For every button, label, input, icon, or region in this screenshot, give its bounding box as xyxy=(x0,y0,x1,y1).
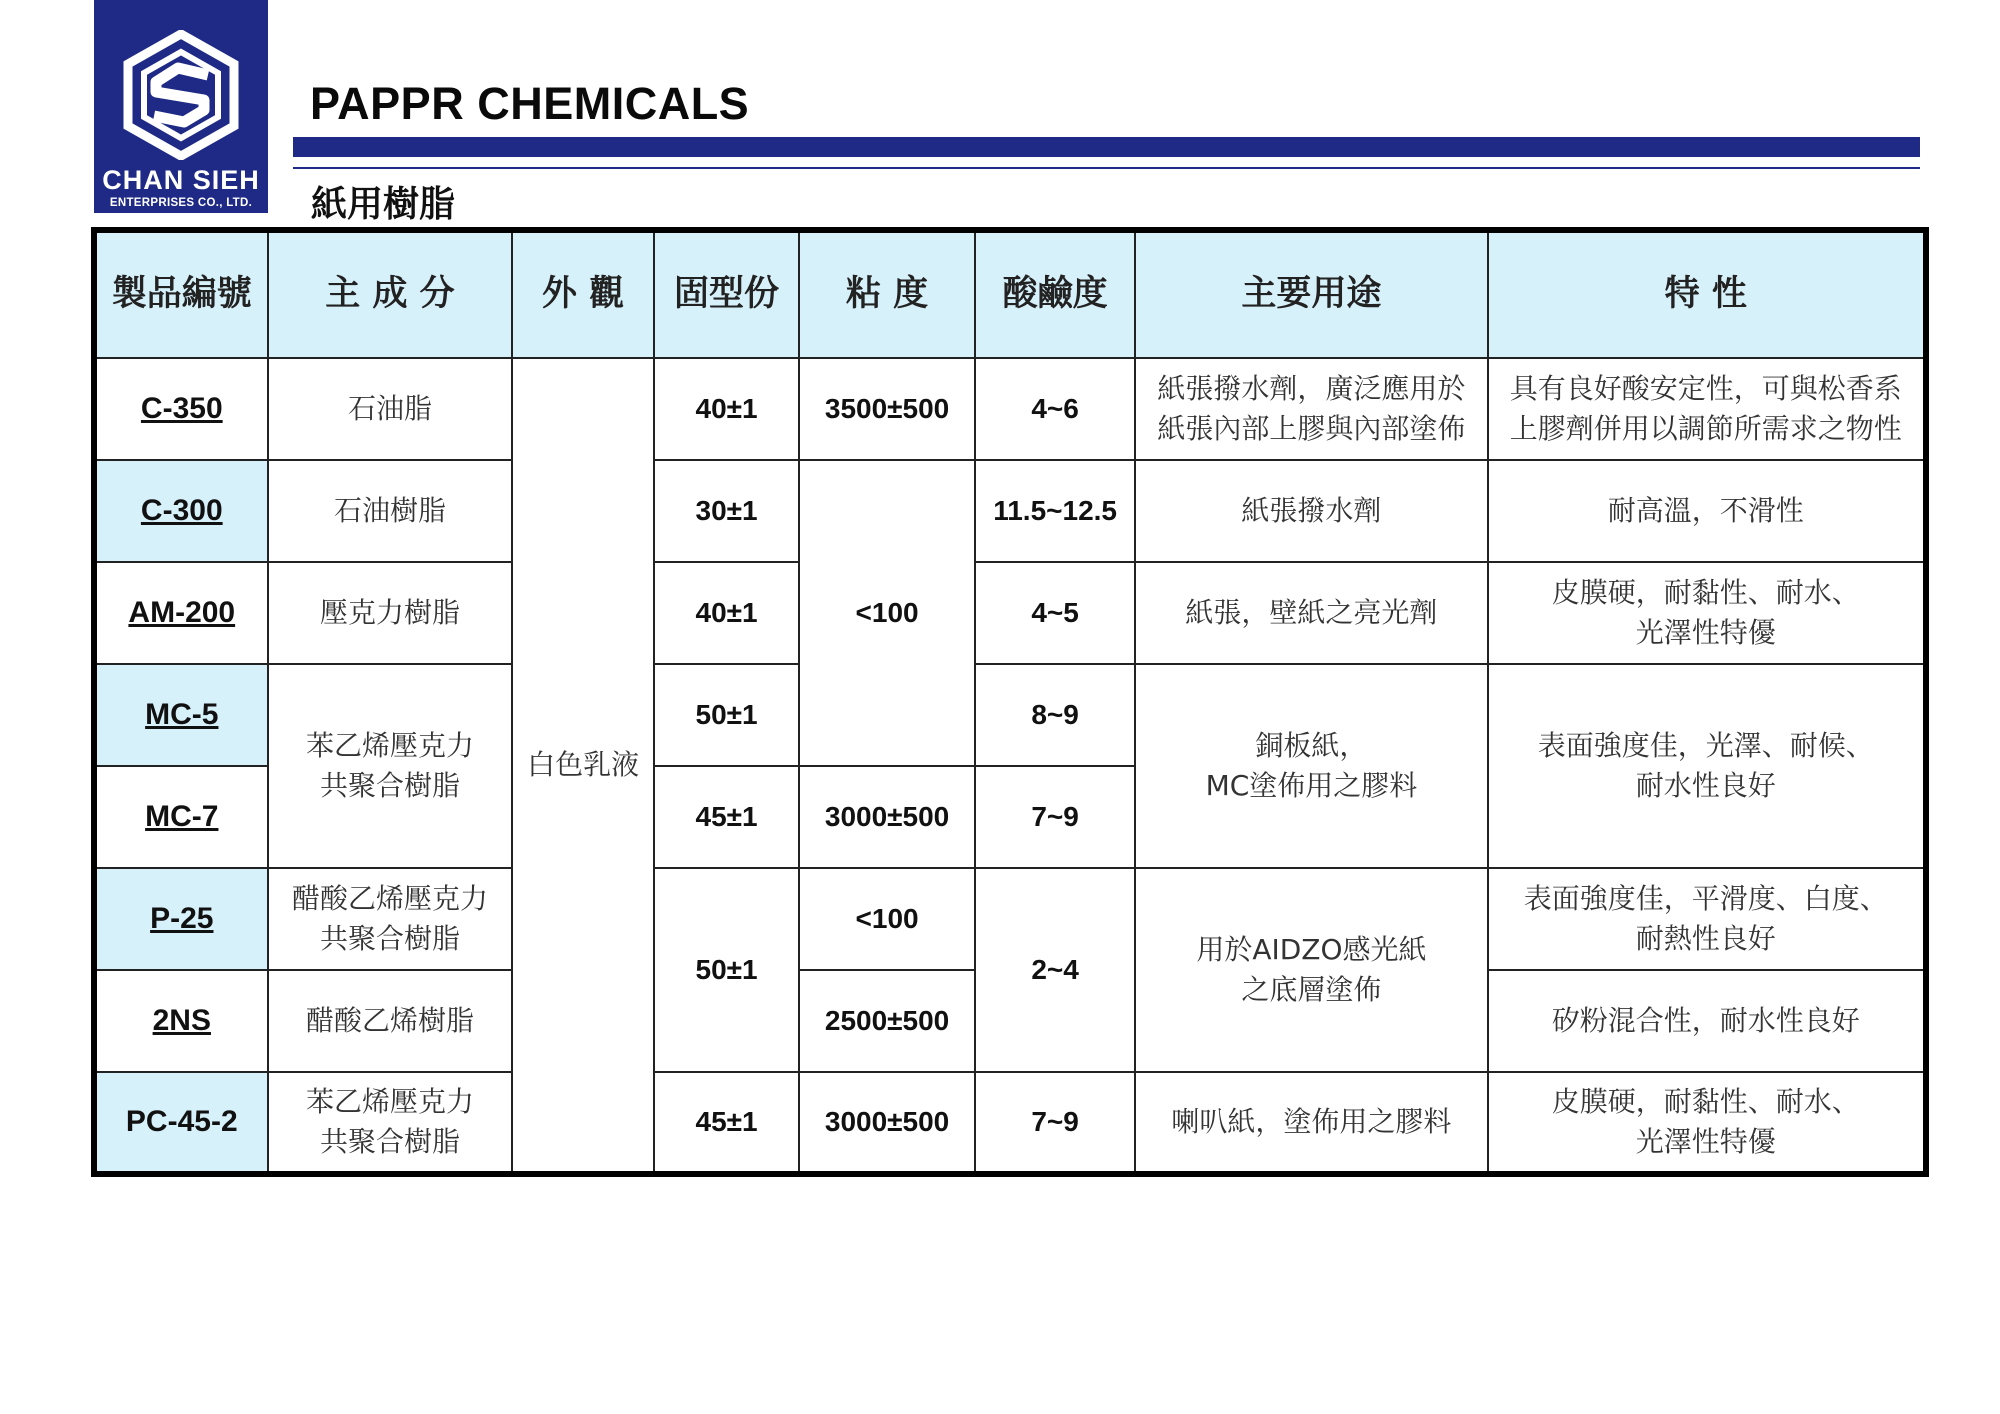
header-product-code: 製品編號 xyxy=(94,230,268,358)
use-line: 銅板紙， xyxy=(1255,729,1368,763)
use-cell: 紙張撥水劑 xyxy=(1135,460,1487,562)
ph-cell: 8~9 xyxy=(975,664,1136,766)
solids-cell: 45±1 xyxy=(654,766,799,868)
use-cell xyxy=(1135,358,1487,460)
component-cell: 壓克力樹脂 xyxy=(268,562,513,664)
viscosity-cell: <100 xyxy=(799,460,975,766)
feature-line: 表面強度佳，光澤、耐候、 xyxy=(1537,729,1874,763)
company-logo xyxy=(94,0,268,213)
feature-cell: 耐高溫，不滑性 xyxy=(1488,460,1927,562)
table-header-row xyxy=(94,230,1926,358)
component-cell xyxy=(268,1072,513,1174)
use-line: 紙張內部上膠與內部塗佈 xyxy=(1157,412,1466,445)
viscosity-cell: 2500±500 xyxy=(799,970,975,1072)
table-row xyxy=(94,460,1926,562)
product-code[interactable]: MC-7 xyxy=(94,766,268,868)
use-cell: 紙張，壁紙之亮光劑 xyxy=(1135,562,1487,664)
hexagon-logo-icon xyxy=(116,30,246,160)
table-row xyxy=(94,664,1926,766)
component-line: 共聚合樹脂 xyxy=(319,922,460,955)
header-features: 特 性 xyxy=(1488,230,1927,358)
use-cell xyxy=(1135,664,1487,868)
header-main-use: 主要用途 xyxy=(1135,230,1487,358)
ph-cell: 7~9 xyxy=(975,1072,1136,1174)
header-viscosity: 粘 度 xyxy=(799,230,975,358)
ph-cell: 7~9 xyxy=(975,766,1136,868)
viscosity-cell: 3500±500 xyxy=(799,358,975,460)
viscosity-cell: 3000±500 xyxy=(799,1072,975,1174)
use-line: 用於AIDZO感光紙 xyxy=(1196,933,1427,967)
feature-line: 光澤性特優 xyxy=(1635,1125,1776,1158)
table-row xyxy=(94,868,1926,970)
product-code[interactable]: MC-5 xyxy=(94,664,268,766)
feature-line: 耐熱性良好 xyxy=(1635,922,1776,955)
component-line: 共聚合樹脂 xyxy=(319,769,460,802)
solids-cell: 40±1 xyxy=(654,562,799,664)
component-line: 苯乙烯壓克力 xyxy=(305,729,474,763)
product-code[interactable]: P-25 xyxy=(94,868,268,970)
feature-cell xyxy=(1488,562,1927,664)
use-cell: 喇叭紙，塗佈用之膠料 xyxy=(1135,1072,1487,1174)
component-line: 共聚合樹脂 xyxy=(319,1125,460,1158)
solids-cell: 30±1 xyxy=(654,460,799,562)
table-row xyxy=(94,1072,1926,1174)
feature-line: 表面強度佳，平滑度、白度、 xyxy=(1523,882,1888,916)
component-cell xyxy=(268,664,513,868)
feature-cell xyxy=(1488,664,1927,868)
solids-cell: 50±1 xyxy=(654,664,799,766)
table-row xyxy=(94,562,1926,664)
product-code[interactable]: C-350 xyxy=(94,358,268,460)
feature-cell xyxy=(1488,358,1927,460)
section-title: 紙用樹脂 xyxy=(311,184,456,225)
feature-line: 耐水性良好 xyxy=(1635,769,1776,802)
ph-cell: 2~4 xyxy=(975,868,1136,1072)
product-code[interactable]: C-300 xyxy=(94,460,268,562)
header-divider-thick xyxy=(293,137,1920,157)
component-cell: 石油樹脂 xyxy=(268,460,513,562)
use-line: MC塗佈用之膠料 xyxy=(1205,769,1418,802)
logo-company-subtitle: ENTERPRISES CO., LTD. xyxy=(109,197,253,209)
component-cell: 石油脂 xyxy=(268,358,513,460)
viscosity-cell: 3000±500 xyxy=(799,766,975,868)
feature-cell: 矽粉混合性，耐水性良好 xyxy=(1488,970,1927,1072)
solids-cell: 50±1 xyxy=(654,868,799,1072)
component-cell: 醋酸乙烯樹脂 xyxy=(268,970,513,1072)
use-cell xyxy=(1135,868,1487,1072)
header-solids: 固型份 xyxy=(654,230,799,358)
component-line: 苯乙烯壓克力 xyxy=(305,1085,474,1119)
logo-company-name: CHAN SIEH xyxy=(102,165,260,195)
ph-cell: 4~5 xyxy=(975,562,1136,664)
table-row xyxy=(94,358,1926,460)
solids-cell: 40±1 xyxy=(654,358,799,460)
ph-cell: 4~6 xyxy=(975,358,1136,460)
feature-line: 光澤性特優 xyxy=(1635,616,1776,649)
feature-line: 皮膜硬，耐黏性、耐水、 xyxy=(1551,576,1860,610)
feature-line: 皮膜硬，耐黏性、耐水、 xyxy=(1551,1085,1860,1119)
solids-cell: 45±1 xyxy=(654,1072,799,1174)
use-line: 紙張撥水劑，廣泛應用於 xyxy=(1157,372,1466,406)
product-code[interactable]: PC-45-2 xyxy=(94,1072,268,1174)
viscosity-cell: <100 xyxy=(799,868,975,970)
company-title: PAPPR CHEMICALS xyxy=(310,78,750,129)
ph-cell: 11.5~12.5 xyxy=(975,460,1136,562)
header-component: 主 成 分 xyxy=(268,230,513,358)
product-code[interactable]: AM-200 xyxy=(94,562,268,664)
feature-line: 上膠劑併用以調節所需求之物性 xyxy=(1509,412,1902,445)
feature-cell xyxy=(1488,868,1927,970)
header-divider-thin xyxy=(293,167,1920,169)
header-appearance: 外 觀 xyxy=(512,230,653,358)
component-cell xyxy=(268,868,513,970)
product-code[interactable]: 2NS xyxy=(94,970,268,1072)
feature-line: 具有良好酸安定性，可與松香系 xyxy=(1509,372,1902,406)
header-ph: 酸鹼度 xyxy=(975,230,1136,358)
use-line: 之底層塗佈 xyxy=(1241,973,1382,1006)
feature-cell xyxy=(1488,1072,1927,1174)
appearance-cell: 白色乳液 xyxy=(512,358,653,1174)
product-spec-table xyxy=(91,227,1929,1177)
component-line: 醋酸乙烯壓克力 xyxy=(291,882,488,916)
